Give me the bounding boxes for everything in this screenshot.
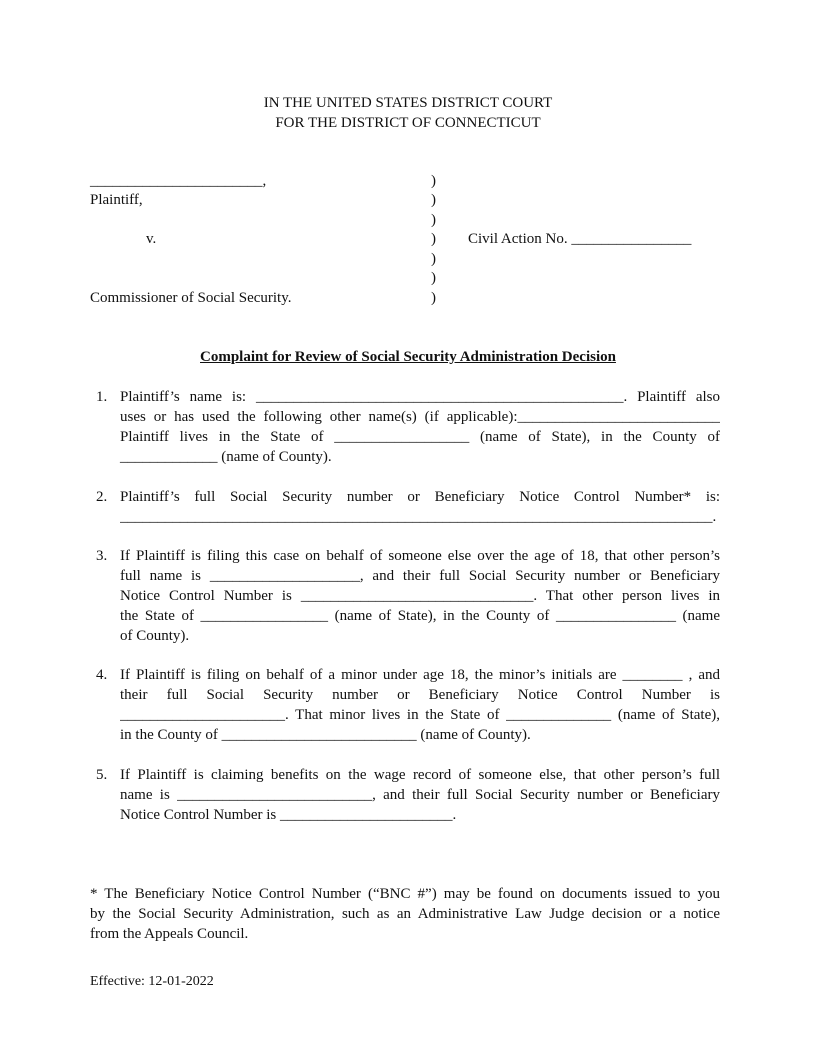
- civil-action-number: Civil Action No. ________________: [468, 231, 692, 247]
- item-line: name is __________________________, and their full Social Security number or Beneficiary: [120, 787, 720, 803]
- item-line: Plaintiff lives in the State of __________________ (name of State), in the County of: [120, 429, 720, 445]
- item-line: full name is ____________________, and their full Social Security number or Beneficiary: [120, 568, 720, 584]
- item-line: Notice Control Number is _______________________________. That other person lives in: [120, 588, 720, 604]
- caption-paren: ): [431, 270, 436, 286]
- caption-paren: ): [431, 173, 436, 189]
- item-number: 4.: [96, 667, 108, 683]
- court-district: FOR THE DISTRICT OF CONNECTICUT: [275, 115, 541, 131]
- item-line: Notice Control Number is _______________________.: [120, 807, 457, 823]
- item-line: If Plaintiff is claiming benefits on the wage record of someone else, that other person’s full: [120, 767, 720, 783]
- caption-paren: ): [431, 212, 436, 228]
- item-line: in the County of __________________________ (name of County).: [120, 727, 531, 743]
- footnote-line: * The Beneficiary Notice Control Number (“BNC #”) may be found on documents issued to you: [90, 886, 720, 902]
- complaint-title: Complaint for Review of Social Security Administration Decision: [200, 349, 616, 365]
- item-line: _____________ (name of County).: [120, 449, 332, 465]
- item-line: the State of _________________ (name of State), in the County of ________________ (name: [120, 608, 720, 624]
- caption-paren: ): [431, 192, 436, 208]
- item-line: ______________________. That minor lives in the State of ______________ (name of State),: [120, 707, 720, 723]
- item-line: uses or has used the following other name(s) (if applicable):___________________________: [120, 409, 720, 425]
- court-heading: IN THE UNITED STATES DISTRICT COURT: [263, 95, 553, 111]
- item-number: 3.: [96, 548, 108, 564]
- defendant-label: Commissioner of Social Security.: [90, 290, 292, 306]
- effective-date: Effective: 12-01-2022: [90, 974, 214, 989]
- caption-paren: ): [431, 251, 436, 267]
- item-line: of County).: [120, 628, 190, 644]
- plaintiff-label: Plaintiff,: [90, 192, 143, 208]
- footnote-line: from the Appeals Council.: [90, 926, 249, 942]
- item-line: Plaintiff’s name is: _________________________________________________. Plaintiff also: [120, 389, 720, 405]
- item-line: their full Social Security number or Beneficiary Notice Control Number is: [120, 687, 720, 703]
- versus-label: v.: [146, 231, 157, 247]
- caption-paren: ): [431, 231, 436, 247]
- caption-paren: ): [431, 290, 436, 306]
- item-number: 1.: [96, 389, 108, 405]
- item-line: Plaintiff’s full Social Security number or Beneficiary Notice Control Number* is:: [120, 489, 720, 505]
- plaintiff-name-blank: _______________________,: [90, 173, 267, 189]
- item-number: 2.: [96, 489, 108, 505]
- item-number: 5.: [96, 767, 108, 783]
- item-line: _______________________________________________________________________________.: [120, 509, 717, 525]
- item-line: If Plaintiff is filing this case on behalf of someone else over the age of 18, that other person’s: [120, 548, 720, 564]
- item-line: If Plaintiff is filing on behalf of a minor under age 18, the minor’s initials are ________ , and: [120, 667, 720, 683]
- footnote-line: by the Social Security Administration, such as an Administrative Law Judge decision or a notice: [90, 906, 720, 922]
